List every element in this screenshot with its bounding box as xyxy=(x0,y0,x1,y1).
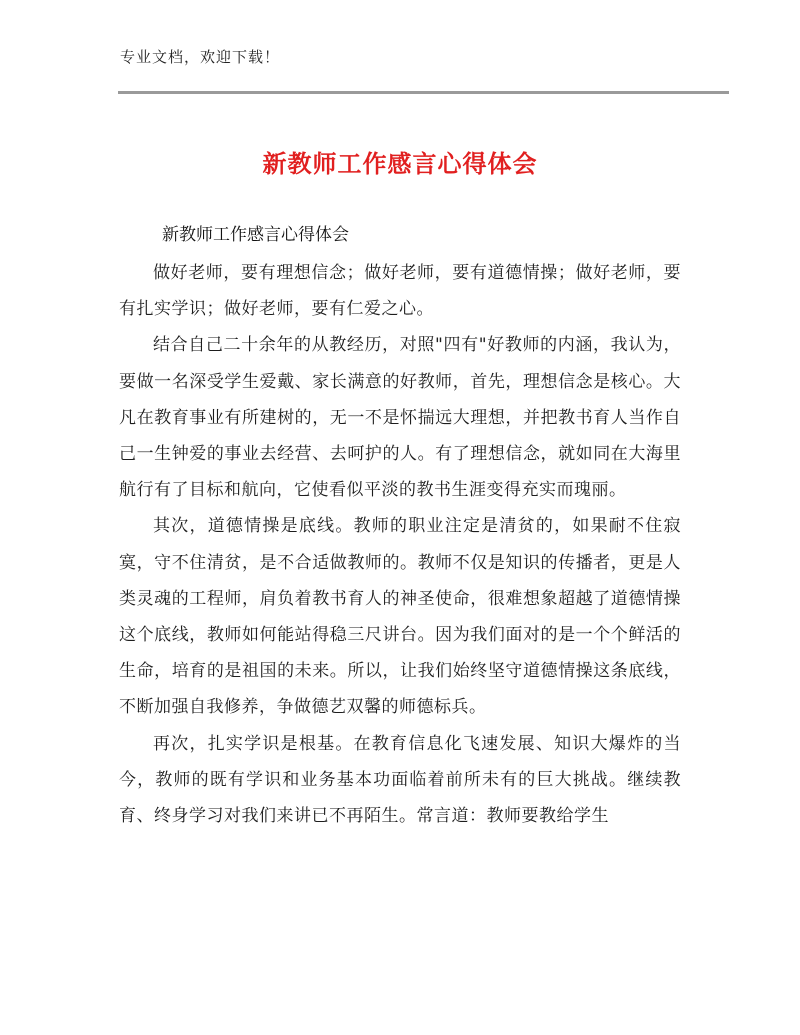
header-divider xyxy=(118,91,729,94)
paragraph-1: 做好老师，要有理想信念；做好老师，要有道德情操；做好老师，要有扎实学识；做好老师，要有仁爱之心。 xyxy=(119,263,681,320)
paragraph-4: 再次，扎实学识是根基。在教育信息化飞速发展、知识大爆炸的当今，教师的既有学识和业务基本功面临着前所未有的巨大挑战。继续教育、终身学习对我们来讲已不再陌生。常言道：教师要教给学生 xyxy=(119,733,681,827)
document-subtitle: 新教师工作感言心得体会 xyxy=(162,225,349,245)
paragraph-2: 结合自己二十余年的从教经历，对照"四有"好教师的内涵，我认为，要做一名深受学生爱戴、家长满意的好教师，首先，理想信念是核心。大凡在教育事业有所建树的，无一不是怀揣远大理想，并把教书育人当作自己一生钟爱的事业去经营、去呵护的人。有了理想信念，就如同在大海里航行有了目标和航向，它使看似平淡的教书生涯变得充实而瑰丽。 xyxy=(119,335,681,501)
paragraph-3: 其次，道德情操是底线。教师的职业注定是清贫的，如果耐不住寂寞，守不住清贫，是不合适做教师的。教师不仅是知识的传播者，更是人类灵魂的工程师，肩负着教书育人的神圣使命，很难想象超越了道德情操这个底线，教师如何能站得稳三尺讲台。因为我们面对的是一个个鲜活的生命，培育的是祖国的未来。所以，让我们始终坚守道德情操这条底线，不断加强自我修养，争做德艺双馨的师德标兵。 xyxy=(119,516,681,718)
document-title: 新教师工作感言心得体会 xyxy=(262,150,538,178)
page-header-text: 专业文档，欢迎下载！ xyxy=(120,48,281,66)
document-body xyxy=(119,255,681,834)
